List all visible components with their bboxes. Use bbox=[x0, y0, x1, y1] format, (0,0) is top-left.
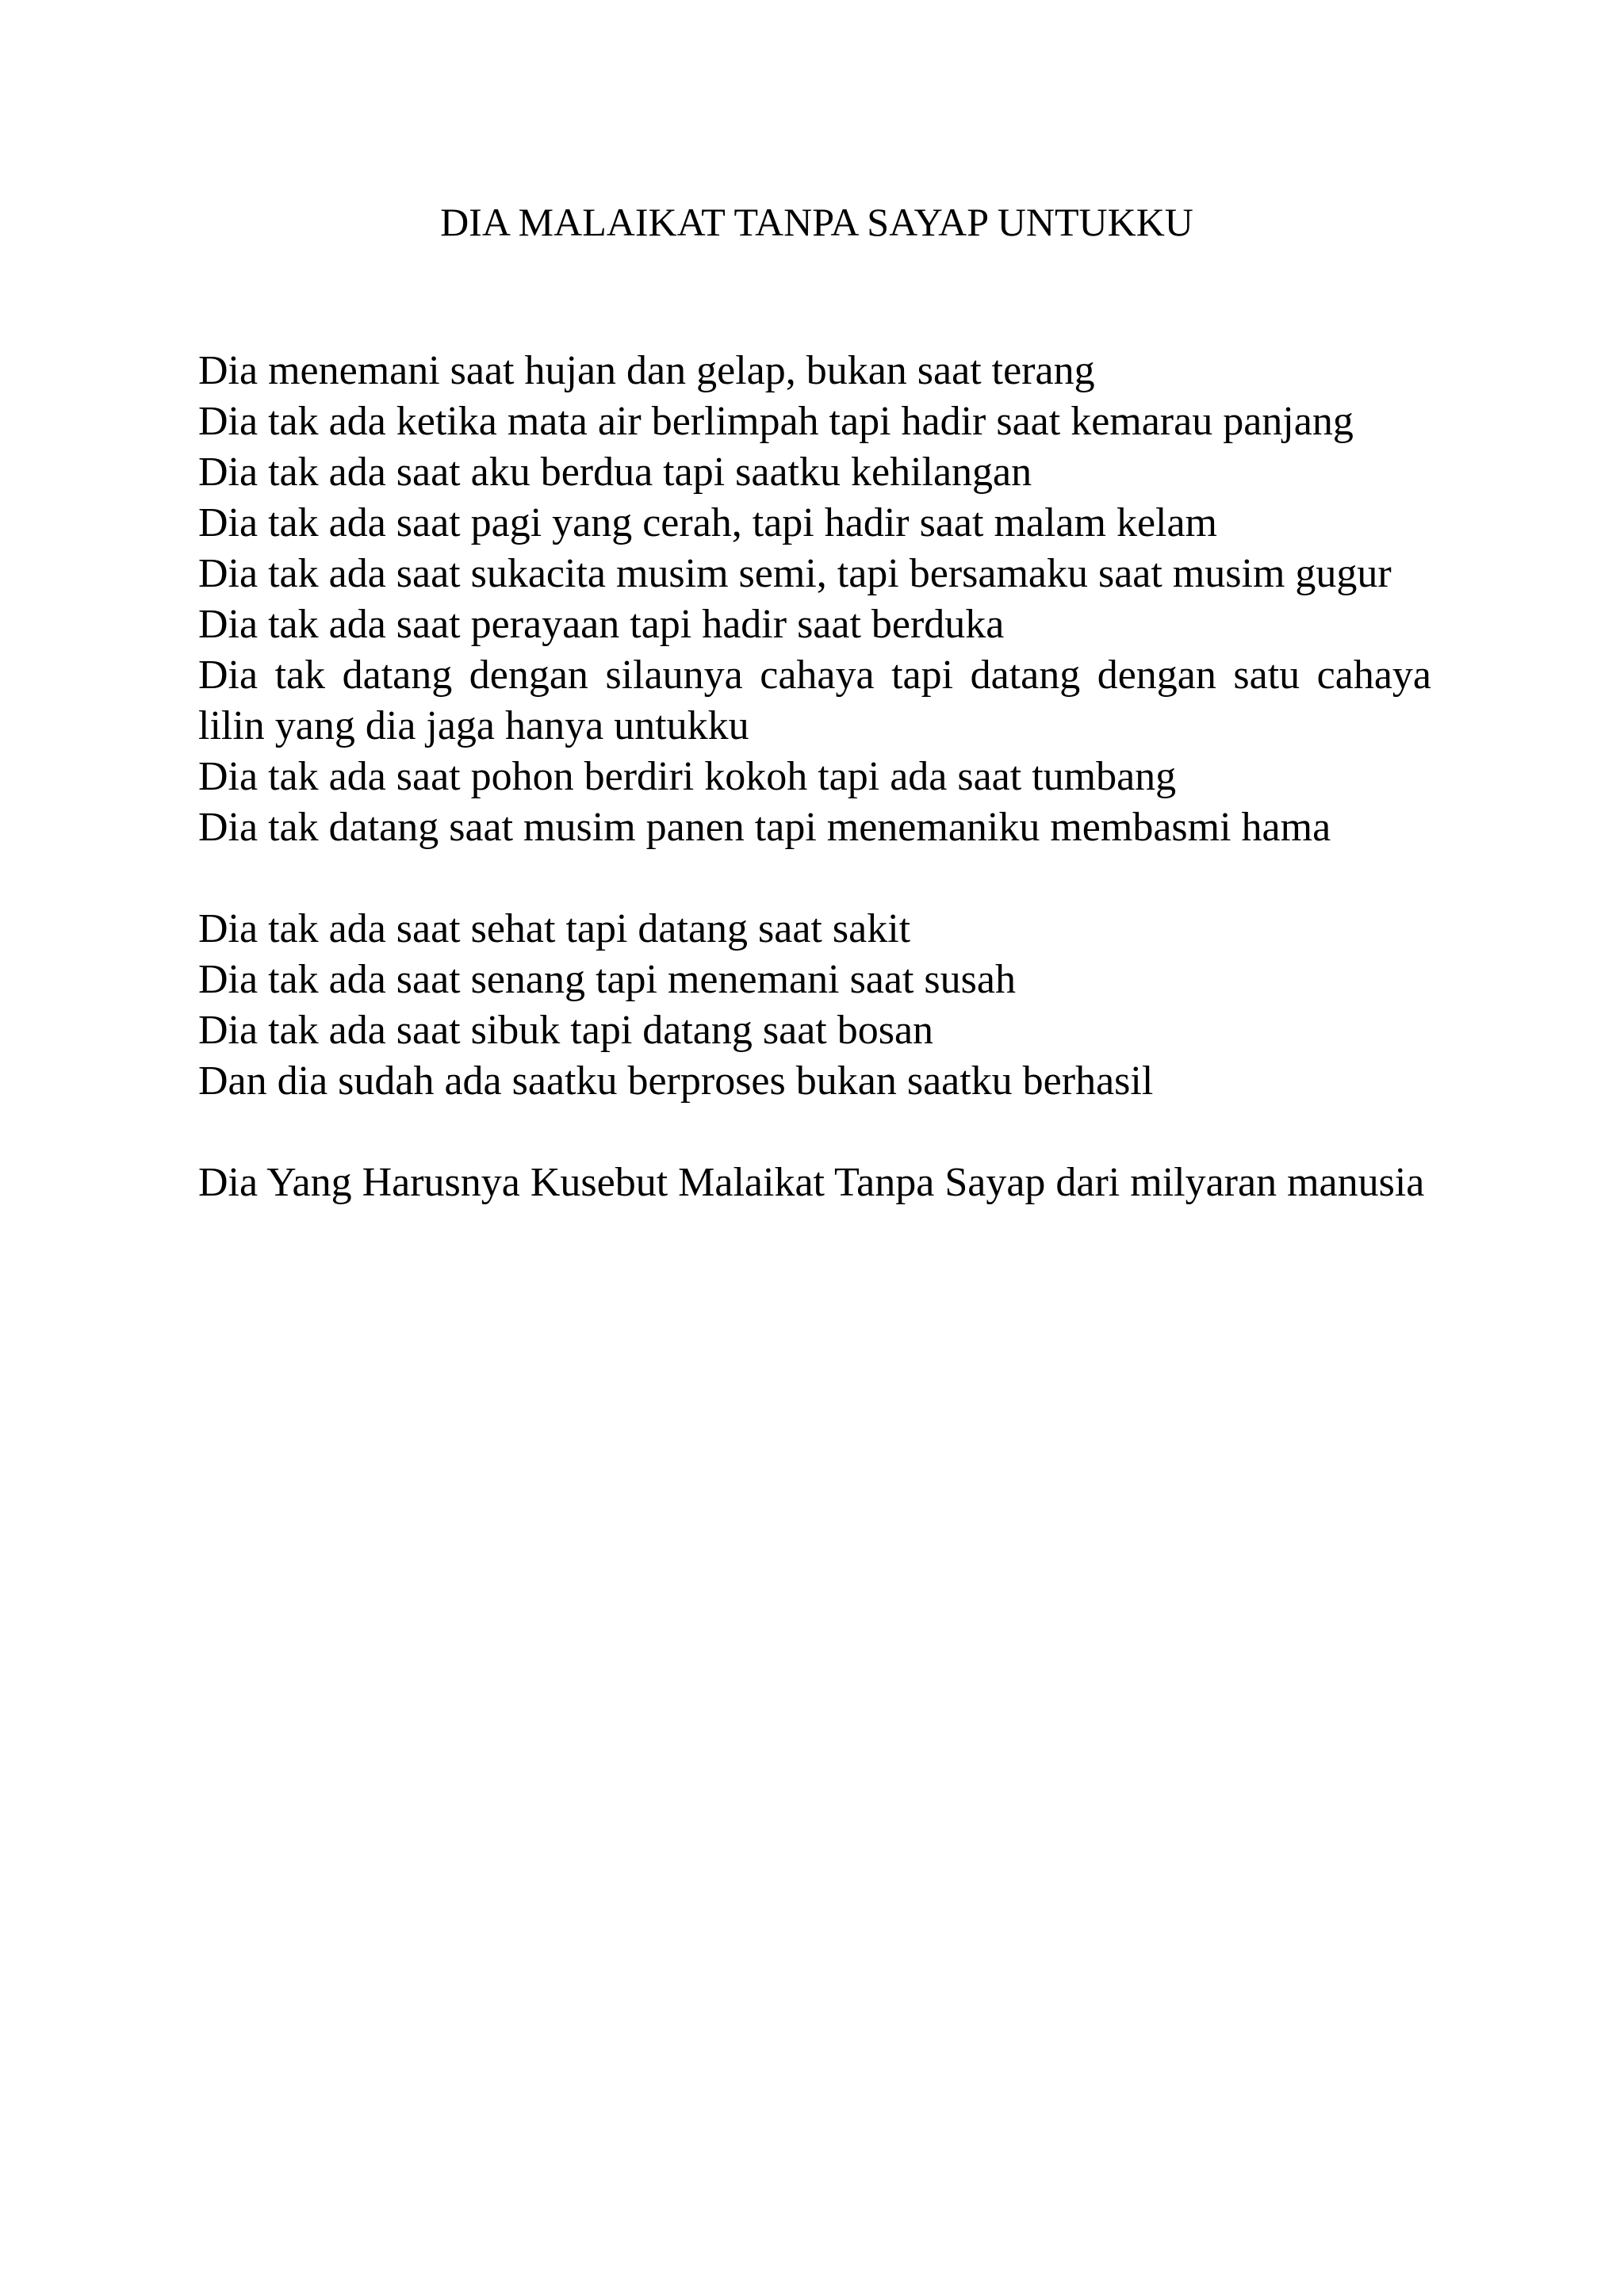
poem-title: DIA MALAIKAT TANPA SAYAP UNTUKKU bbox=[440, 200, 1193, 244]
poem-line: Dia tak ada ketika mata air berlimpah tapi hadir saat kemarau panjang bbox=[198, 399, 1354, 444]
stanza-3 bbox=[198, 1158, 1431, 1208]
poem-line: Dia tak ada saat perayaan tapi hadir saat berduka bbox=[198, 602, 1005, 647]
poem-line: Dia tak datang dengan silaunya cahaya tapi datang dengan satu cahaya lilin yang dia jaga hanya untukku bbox=[198, 652, 1431, 748]
poem-line: Dia tak ada saat pagi yang cerah, tapi hadir saat malam kelam bbox=[198, 500, 1217, 545]
stanza-2 bbox=[198, 904, 1431, 1107]
poem-line: Dan dia sudah ada saatku berproses bukan saatku berhasil bbox=[198, 1058, 1154, 1104]
poem-line: Dia menemani saat hujan dan gelap, bukan saat terang bbox=[198, 348, 1095, 393]
poem-line: Dia tak ada saat sukacita musim semi, tapi bersamaku saat musim gugur bbox=[198, 551, 1392, 596]
poem-line: Dia Yang Harusnya Kusebut Malaikat Tanpa Sayap dari milyaran manusia bbox=[198, 1160, 1425, 1205]
poem-line: Dia tak ada saat pohon berdiri kokoh tapi ada saat tumbang bbox=[198, 754, 1177, 799]
poem-line: Dia tak datang saat musim panen tapi menemaniku membasmi hama bbox=[198, 805, 1331, 850]
poem-line: Dia tak ada saat senang tapi menemani saat susah bbox=[198, 957, 1016, 1002]
poem-line: Dia tak ada saat sibuk tapi datang saat bosan bbox=[198, 1008, 934, 1053]
stanza-1 bbox=[198, 346, 1431, 853]
poem-line: Dia tak ada saat aku berdua tapi saatku kehilangan bbox=[198, 450, 1032, 495]
poem-body bbox=[198, 346, 1431, 1259]
poem-line: Dia tak ada saat sehat tapi datang saat sakit bbox=[198, 906, 911, 951]
